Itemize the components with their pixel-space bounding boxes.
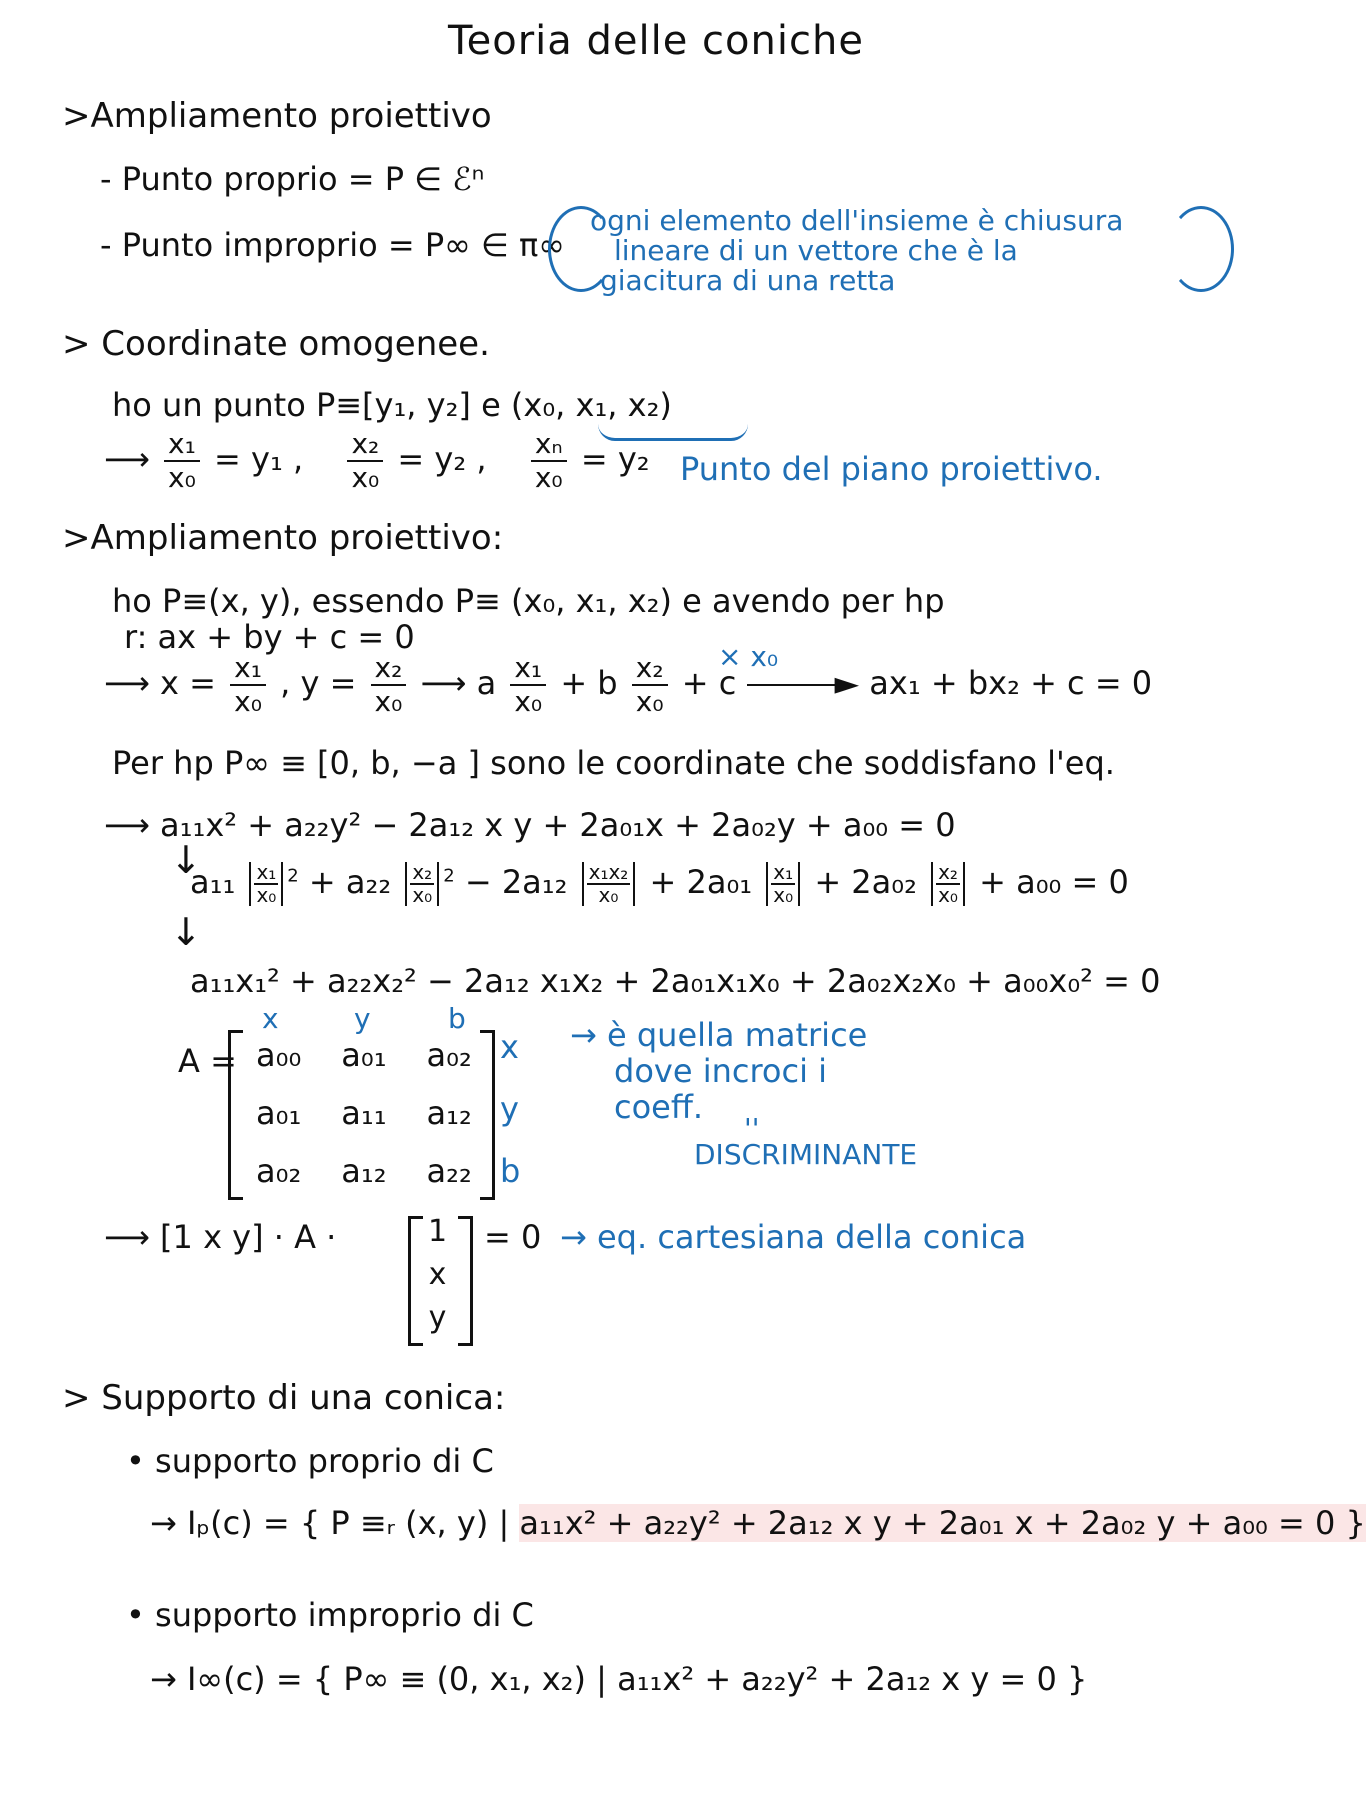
matrix-side-label-x: x <box>500 1028 519 1066</box>
note-line-2: lineare di un vettore che è la <box>614 234 1018 267</box>
substitution-line: ⟶ x = $\frac{\text{x₁}}{\text{x₀}}$ , y = $\frac{\text{x₂}}{\text{x₀}}$ ⟶ a $\frac{\text{x₁}}{\text{x₀}}$ + b $\frac{\text{x₂}}{\text{x₀}}$ + c ► ax₁ + bx₂ + c = 0 <box>104 651 1153 718</box>
matrix-note-1: → è quella matrice <box>570 1016 868 1054</box>
punto-line: ho un punto P≡[y₁, y₂] e (x₀, x₁, x₂) <box>112 386 672 424</box>
matrix-row: a₀₂ a₁₂ a₂₂ <box>256 1152 472 1190</box>
supporto-improprio-formula: → I∞(c) = { P∞ ≡ (0, x₁, x₂) | a₁₁x² + a₂₂y² + 2a₁₂ x y = 0 } <box>150 1660 1088 1698</box>
note-line-3: giacitura di una retta <box>600 264 896 297</box>
down-arrow-2: ↓ <box>170 910 202 954</box>
cartesian-note: → eq. cartesiana della conica <box>560 1218 1027 1256</box>
vector-right-bracket <box>458 1216 473 1346</box>
matrix-row: a₀₁ a₁₁ a₁₂ <box>256 1094 472 1132</box>
note-line-1: ogni elemento dell'insieme è chiusura <box>590 204 1124 237</box>
fraction-xn: $\frac{\text{xₙ}}{\text{x₀}}$ <box>531 430 567 492</box>
cartesian-row: ⟶ [1 x y] · A · <box>104 1218 337 1256</box>
piano-proiettivo-note: Punto del piano proiettivo. <box>680 450 1103 488</box>
fraction-x2: $\frac{\text{x₂}}{\text{x₀}}$ <box>347 430 383 492</box>
cartesian-eq-zero: = 0 <box>484 1218 542 1256</box>
supporto-improprio-bullet: • supporto improprio di C <box>126 1596 534 1634</box>
section-coordinate-heading: > Coordinate omogenee. <box>62 324 490 364</box>
column-vector: 1 x y <box>428 1214 448 1335</box>
discriminante-label: DISCRIMINANTE <box>694 1138 918 1171</box>
punto-proprio-line: - Punto proprio = P ∈ ℰⁿ <box>100 160 485 198</box>
matrix-side-label-y: y <box>500 1090 519 1128</box>
coord-ratios: ⟶ $\frac{\text{x₁}}{\text{x₀}}$ = y₁ , $\frac{\text{x₂}}{\text{x₀}}$ = y₂ , $\frac{\text{xₙ}}{\text{x₀}}$ = y₂ <box>104 427 650 494</box>
page-title: Teoria delle coniche <box>448 18 864 64</box>
section-ampliamento-heading: >Ampliamento proiettivo <box>62 96 492 136</box>
arrow-icon: ⟶ <box>104 440 150 478</box>
hp-line: ho P≡(x, y), essendo P≡ (x₀, x₁, x₂) e avendo per hp <box>112 582 945 620</box>
note-close-paren <box>1168 206 1234 292</box>
supporto-proprio-formula: → Iₚ(c) = { P ≡ᵣ (x, y) | a₁₁x² + a₂₂y² + 2a₁₂ x y + 2a₀₁ x + 2a₀₂ y + a₀₀ = 0 } <box>150 1504 1366 1542</box>
conic-eq-2: a₁₁ $\frac{\text{x₁}}{\text{x₀}}$ $^2$ + a₂₂ $\frac{\text{x₂}}{\text{x₀}}$ $^2$ − 2a₁₂ $\frac{\text{x₁x₂}}{\text{x₀}}$ + 2a₀₁ $\frac{\text{x₁}}{\text{x₀}}$ + 2a₀₂ $\frac{\text{x₂}}{\text{x₀}}$ + a₀₀ = 0 <box>190 860 1129 907</box>
hp-coordinate-line: Per hp P∞ ≡ [0, b, −a ] sono le coordinate che soddisfano l'eq. <box>112 744 1115 782</box>
retta-line: r: ax + by + c = 0 <box>124 618 415 656</box>
matrix-row: a₀₀ a₀₁ a₀₂ <box>256 1036 472 1074</box>
matrix-label: A = <box>178 1042 237 1080</box>
matrix-note-2: dove incroci i <box>614 1052 828 1090</box>
supporto-proprio-bullet: • supporto proprio di C <box>126 1442 494 1480</box>
matrix-side-label-b: b <box>500 1152 521 1190</box>
down-arrow-1: ↓ <box>170 838 202 882</box>
matrix-right-bracket <box>480 1030 495 1200</box>
matrix-note-quote: '' <box>744 1112 760 1145</box>
matrix-note-3: coeff. <box>614 1088 704 1126</box>
fraction-x1: $\frac{\text{x₁}}{\text{x₀}}$ <box>164 430 200 492</box>
section-ampliamento2-heading: >Ampliamento proiettivo: <box>62 518 504 558</box>
conic-eq-1: ⟶ a₁₁x² + a₂₂y² − 2a₁₂ x y + 2a₀₁x + 2a₀₂y + a₀₀ = 0 <box>104 806 956 844</box>
punto-improprio-line: - Punto improprio = P∞ ∈ π∞ <box>100 226 565 264</box>
coeff-matrix <box>236 1026 492 1200</box>
section-supporto-heading: > Supporto di una conica: <box>62 1378 506 1418</box>
mult-x0: × x₀ <box>718 640 779 673</box>
conic-eq-3: a₁₁x₁² + a₂₂x₂² − 2a₁₂ x₁x₂ + 2a₀₁x₁x₀ + 2a₀₂x₂x₀ + a₀₀x₀² = 0 <box>190 962 1161 1000</box>
